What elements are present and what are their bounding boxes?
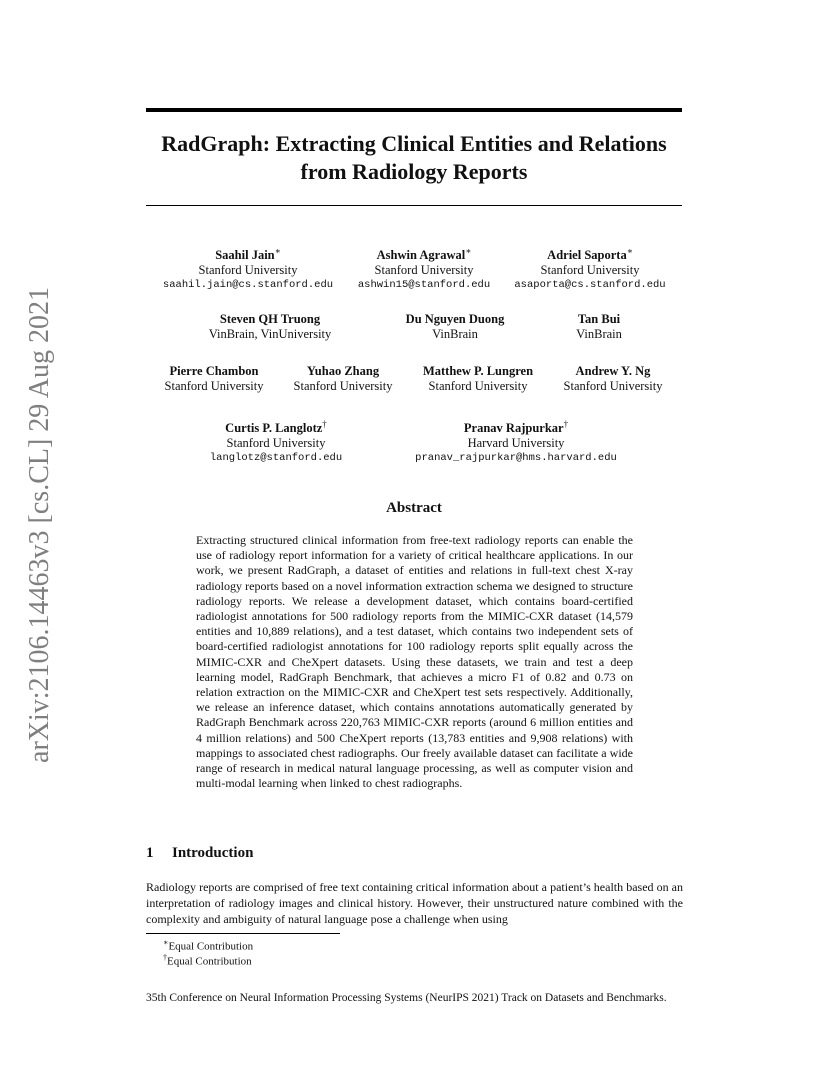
author-affiliation: Stanford University	[226, 436, 326, 451]
author-mark: ∗	[274, 246, 281, 256]
author-affiliation: Stanford University	[293, 379, 393, 393]
author-affiliation: VinBrain	[432, 327, 478, 341]
author-affiliation: Stanford University	[198, 263, 298, 278]
author-block	[210, 416, 342, 466]
footnote-text: Equal Contribution	[168, 940, 254, 953]
author-name: Adriel Saporta	[547, 248, 627, 263]
author-name: Andrew Y. Ng	[575, 364, 651, 378]
title-rule-bottom	[146, 205, 682, 206]
title-line-1: RadGraph: Extracting Clinical Entities and Relations	[161, 131, 667, 156]
author-affiliation: Stanford University	[374, 263, 474, 278]
author-email: langlotz@stanford.edu	[209, 452, 343, 465]
author-mark: ∗	[465, 246, 472, 256]
author-email: asaporta@cs.stanford.edu	[514, 279, 666, 292]
footnote-rule	[146, 933, 340, 934]
author-block	[209, 311, 332, 342]
author-name: Curtis P. Langlotz	[225, 421, 323, 436]
footnote-text: Equal Contribution	[167, 955, 252, 968]
author-name: Matthew P. Lungren	[422, 364, 534, 378]
author-email: ashwin15@stanford.edu	[357, 279, 491, 292]
author-name: Pierre Chambon	[169, 364, 259, 378]
author-block	[564, 363, 663, 394]
abstract-heading: Abstract	[386, 500, 442, 516]
abstract-text: Extracting structured clinical information from free-text radiology reports can enable the use of radiology report information for a variety of critical healthcare applications. In our work, we present RadGraph, a dataset of entities and relations in full-text chest X-ray radiology reports based on a novel information extraction schema we designed to structure radiology reports. We release a development dataset, which contains board-certified radiologist annotations for 500 radiology reports from the MIMIC-CXR dataset (14,579 entities and 10,889 relations), and a test dataset, which contains two independent sets of board-certified radiologist annotations for 100 radiology reports split equally across the MIMIC-CXR and CheXpert datasets. Using these datasets, we train and test a deep learning model, RadGraph Benchmark, that achieves a micro F1 of 0.82 and 0.73 on relation extraction on the MIMIC-CXR and CheXpert test sets respectively. Additionally, we release an inference dataset, which contains annotations automatically generated by RadGraph Benchmark across 220,763 MIMIC-CXR reports (around 6 million entities and 4 million relations) and 500 CheXpert reports (13,783 entities and 9,908 relations) with mappings to associated chest radiographs. Our freely available dataset can facilitate a wide range of research in medical natural language processing, as well as computer vision and multi-modal learning when linked to chest radiographs.	[196, 533, 633, 791]
author-block	[294, 363, 393, 394]
author-name: Yuhao Zhang	[306, 364, 380, 378]
author-name: Steven QH Truong	[219, 312, 321, 326]
author-affiliation: Stanford University	[428, 379, 528, 393]
author-mark: ∗	[626, 246, 633, 256]
footnote-mark: ∗	[163, 938, 169, 947]
author-mark: †	[322, 419, 327, 429]
author-block	[163, 243, 333, 293]
author-name: Tan Bui	[577, 312, 621, 326]
author-name: Ashwin Agrawal	[376, 248, 466, 263]
author-block	[406, 311, 505, 342]
footnote-mark: †	[163, 953, 167, 962]
author-block	[514, 243, 665, 293]
section-heading	[146, 845, 253, 862]
author-mark: †	[563, 419, 569, 429]
author-affiliation: Stanford University	[563, 379, 663, 393]
arxiv-stamp: arXiv:2106.14463v3 [cs.CL] 29 Aug 2021	[24, 287, 55, 763]
author-affiliation: Stanford University	[540, 263, 640, 278]
title-rule-top	[146, 108, 682, 112]
section-title: Introduction	[172, 845, 254, 861]
author-block	[165, 363, 264, 394]
author-block	[576, 311, 622, 342]
author-block	[358, 243, 490, 293]
intro-text: Radiology reports are comprised of free text containing critical information about a patient’s health based on an interpretation of radiology images and clinical history. However, their unstructured nature combined with the complexity and ambiguity of natural language pose a challenge when using	[146, 880, 683, 926]
author-email: pranav_rajpurkar@hms.harvard.edu	[415, 452, 617, 465]
paper-title	[146, 130, 682, 186]
author-affiliation: Stanford University	[164, 379, 264, 393]
conference-note: 35th Conference on Neural Information Processing Systems (NeurIPS 2021) Track on Datasets and Benchmarks.	[146, 992, 667, 1004]
author-name: Saahil Jain	[215, 248, 275, 263]
author-affiliation: Harvard University	[467, 436, 565, 451]
author-email: saahil.jain@cs.stanford.edu	[162, 279, 334, 292]
section-number: 1	[146, 845, 154, 861]
footnote	[163, 951, 252, 969]
author-affiliation: VinBrain, VinUniversity	[208, 327, 332, 341]
author-block	[423, 363, 533, 394]
author-block	[415, 416, 617, 466]
title-line-2: from Radiology Reports	[300, 159, 528, 184]
author-name: Du Nguyen Duong	[405, 312, 505, 326]
author-affiliation: VinBrain	[576, 327, 622, 341]
author-name: Pranav Rajpurkar	[463, 421, 564, 436]
